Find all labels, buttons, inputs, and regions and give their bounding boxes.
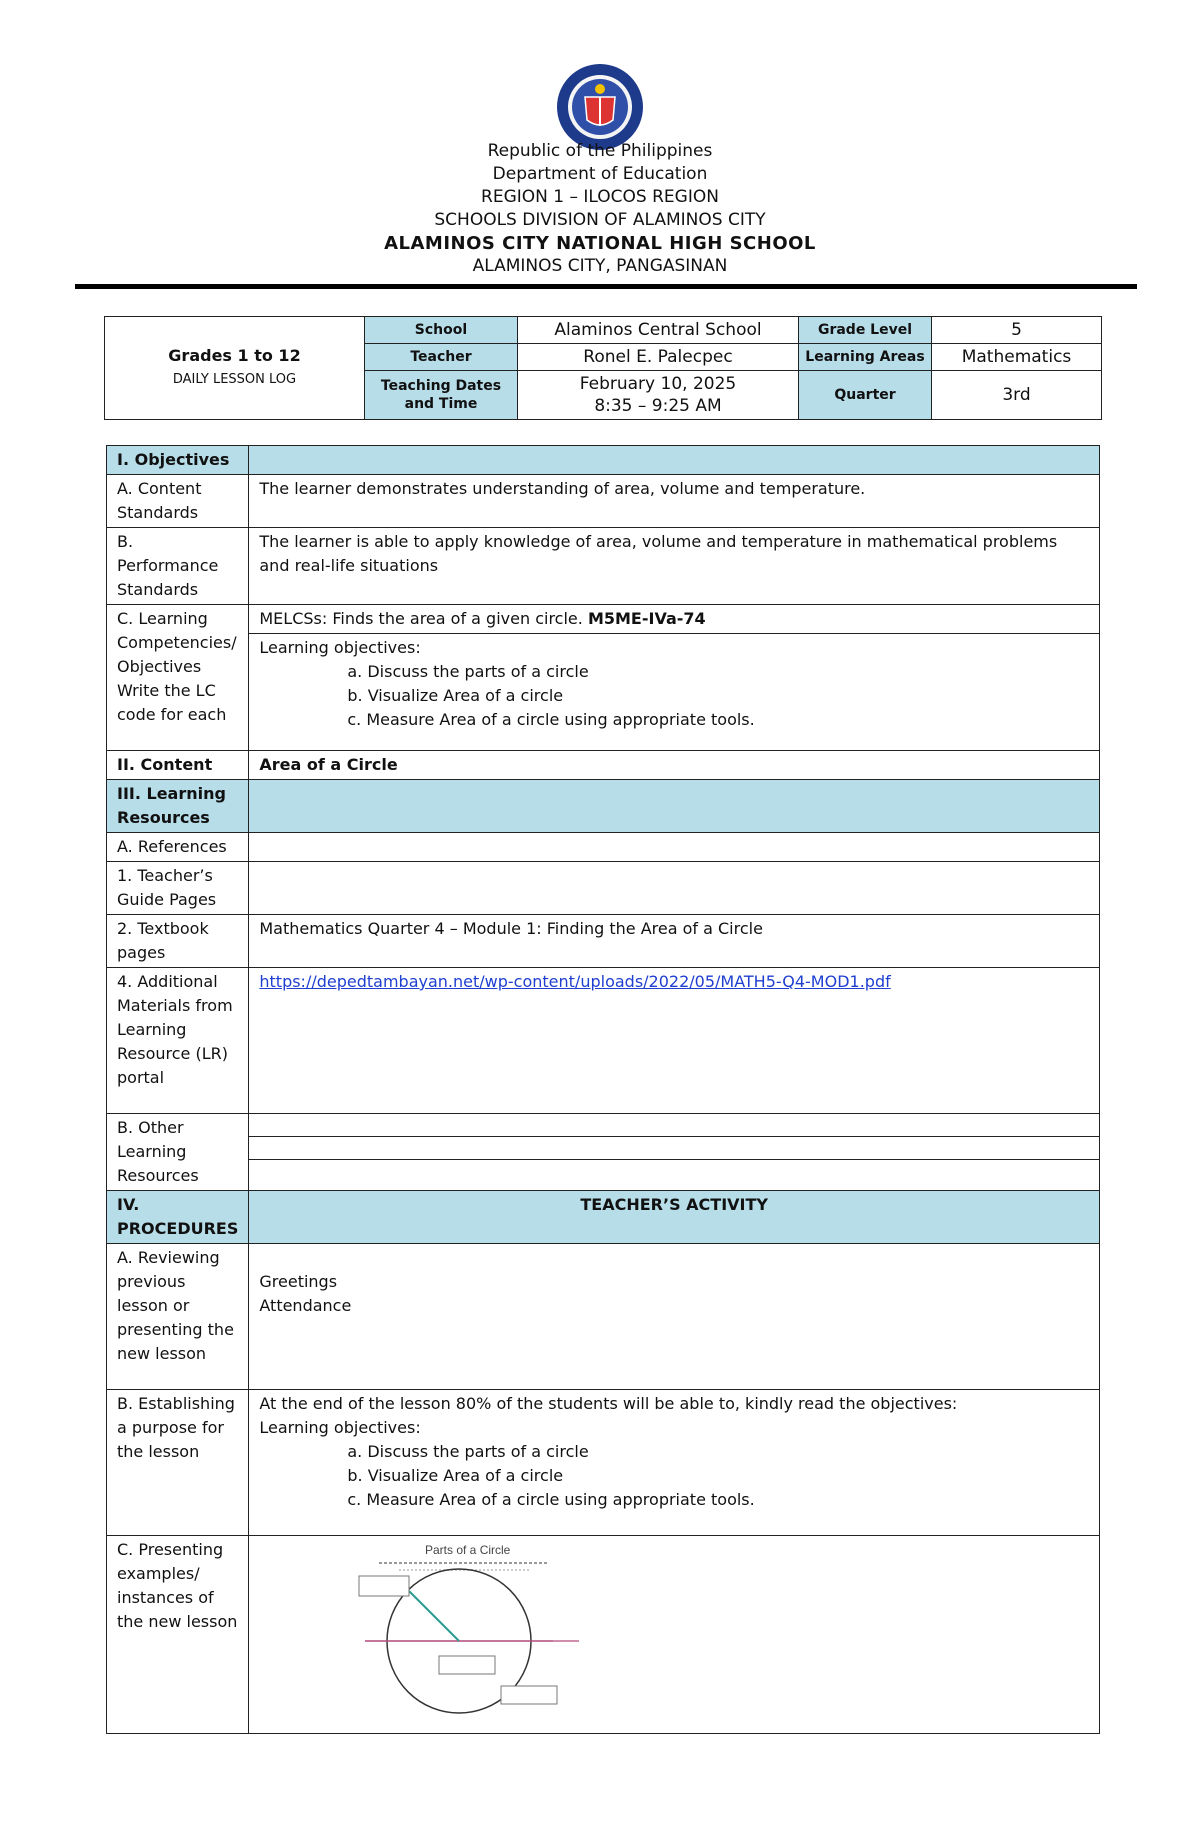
objectives-heading: I. Objectives	[107, 446, 249, 475]
reviewing-cell	[249, 1244, 1100, 1390]
textbook-value: Mathematics Quarter 4 – Module 1: Finding the Area of a Circle	[249, 915, 1100, 968]
log-title: DAILY LESSON LOG	[172, 372, 297, 387]
textbook-label: 2. Textbook pages	[107, 915, 249, 968]
content-standards-label: A. Content Standards	[107, 475, 249, 528]
purpose-label: B. Establishing a purpose for the lesson	[107, 1390, 249, 1536]
grades-title: Grades 1 to 12	[168, 346, 301, 365]
header-line-division: SCHOOLS DIVISION OF ALAMINOS CITY	[434, 210, 766, 230]
content-value: Area of a Circle	[249, 751, 1100, 780]
objective-b: b. Visualize Area of a circle	[347, 686, 564, 705]
purpose-objective-b: b. Visualize Area of a circle	[347, 1466, 564, 1485]
learning-areas-value: Mathematics	[932, 344, 1102, 371]
figure-title: Parts of a Circle	[425, 1543, 511, 1557]
header-divider	[75, 284, 1137, 289]
performance-standards-label: B. Performance Standards	[107, 528, 249, 605]
header-line-republic: Republic of the Philippines	[487, 141, 713, 161]
reviewing-label: A. Reviewing previous lesson or presenting the new lesson	[107, 1244, 249, 1390]
attendance-text: Attendance	[259, 1296, 352, 1315]
objective-a: a. Discuss the parts of a circle	[347, 662, 589, 681]
content-standards-text: The learner demonstrates understanding of area, volume and temperature.	[249, 475, 1100, 528]
header-line-department: Department of Education	[492, 164, 708, 184]
teachers-guide-label: 1. Teacher’s Guide Pages	[107, 862, 249, 915]
school-label: School	[365, 317, 518, 344]
header-address: ALAMINOS CITY, PANGASINAN	[472, 256, 728, 276]
purpose-objective-c: c. Measure Area of a circle using appropriate tools.	[347, 1490, 755, 1509]
teachers-guide-blank	[249, 862, 1100, 915]
learning-areas-label: Learning Areas	[799, 344, 932, 371]
objective-c: c. Measure Area of a circle using appropriate tools.	[347, 710, 755, 729]
school-value: Alaminos Central School	[518, 317, 799, 344]
label-box-2	[439, 1656, 495, 1674]
references-label: A. References	[107, 833, 249, 862]
label-box-3	[501, 1686, 557, 1704]
objectives-heading-blank	[249, 446, 1100, 475]
grade-level-value: 5	[932, 317, 1102, 344]
greetings-text: Greetings	[259, 1272, 338, 1291]
header-line-region: REGION 1 – ILOCOS REGION	[481, 187, 719, 207]
deped-seal	[555, 62, 645, 152]
additional-materials-label: 4. Additional Materials from Learning Resource (LR) portal	[107, 968, 249, 1114]
header-school-name: ALAMINOS CITY NATIONAL HIGH SCHOOL	[384, 233, 816, 254]
performance-standards-text: The learner is able to apply knowledge of area, volume and temperature in mathematical problems and real-life situations	[249, 528, 1100, 605]
purpose-intro: At the end of the lesson 80% of the students will be able to, kindly read the objectives:	[259, 1394, 958, 1413]
purpose-objective-a: a. Discuss the parts of a circle	[347, 1442, 589, 1461]
learning-resources-blank	[249, 780, 1100, 833]
melc-line	[249, 605, 1099, 634]
competencies-cell	[249, 605, 1100, 751]
time-value: 8:35 – 9:25 AM	[594, 396, 722, 416]
lr-portal-link[interactable]: https://depedtambayan.net/wp-content/uploads/2022/05/MATH5-Q4-MOD1.pdf	[259, 972, 891, 991]
references-blank	[249, 833, 1100, 862]
objectives-title: Learning objectives:	[259, 638, 421, 657]
other-resources-cell	[249, 1114, 1100, 1191]
other-resources-label: B. Other Learning Resources	[107, 1114, 249, 1191]
quarter-label: Quarter	[799, 371, 932, 420]
letterhead	[0, 140, 1200, 278]
radius-line	[409, 1591, 459, 1641]
teaching-dates-label: Teaching Dates and Time	[365, 371, 518, 420]
procedures-heading: IV. PROCEDURES	[107, 1191, 249, 1244]
teaching-dates-value	[518, 371, 799, 420]
competencies-label: C. Learning Competencies/ Objectives Write the LC code for each	[107, 605, 249, 751]
lesson-info-table	[104, 316, 1102, 420]
date-value: February 10, 2025	[579, 374, 737, 394]
presenting-cell	[249, 1536, 1100, 1734]
melc-text: MELCSs: Finds the area of a given circle.	[259, 609, 583, 628]
teacher-activity-heading: TEACHER’S ACTIVITY	[249, 1191, 1100, 1244]
teacher-label: Teacher	[365, 344, 518, 371]
quarter-value: 3rd	[932, 371, 1102, 420]
purpose-objectives-title: Learning objectives:	[259, 1418, 421, 1437]
presenting-label: C. Presenting examples/ instances of the new lesson	[107, 1536, 249, 1734]
grades-cell	[105, 317, 365, 420]
learning-resources-heading: III. Learning Resources	[107, 780, 249, 833]
teacher-value: Ronel E. Palecpec	[518, 344, 799, 371]
lesson-log-table	[106, 445, 1100, 1734]
label-box-1	[359, 1576, 409, 1596]
grade-level-label: Grade Level	[799, 317, 932, 344]
melc-code: M5ME-IVa-74	[587, 609, 706, 628]
content-label: II. Content	[107, 751, 249, 780]
parts-of-circle-figure	[249, 1536, 1079, 1726]
purpose-cell	[249, 1390, 1100, 1536]
